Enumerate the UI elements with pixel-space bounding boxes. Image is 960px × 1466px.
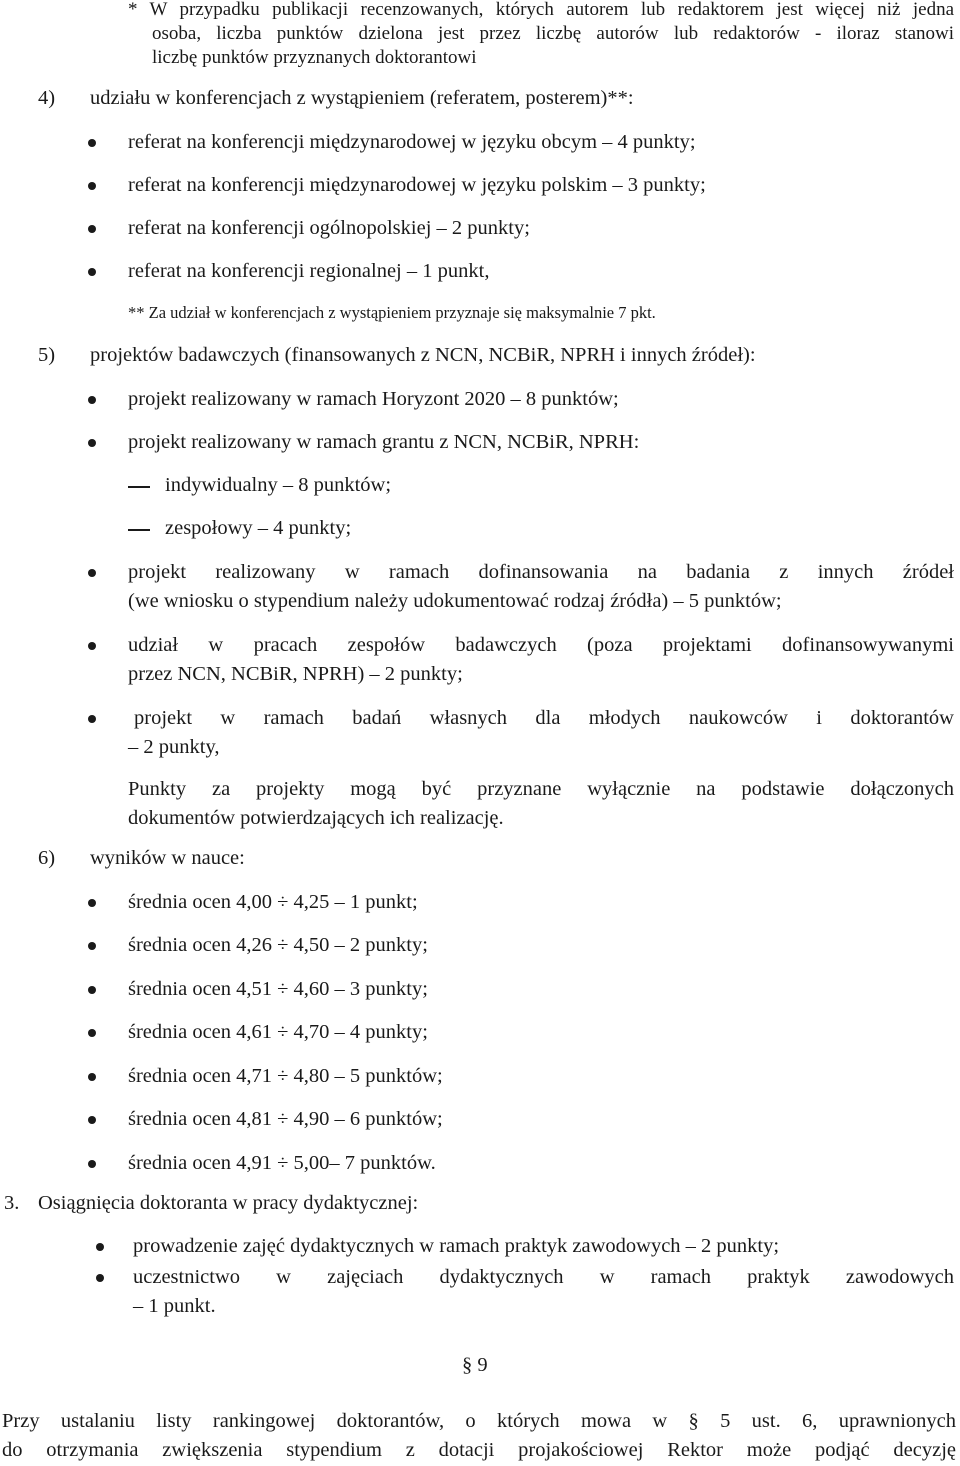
section-number: 6) <box>38 847 56 869</box>
section-number: 4) <box>38 87 56 109</box>
list-item-line: przez NCN, NCBiR, NPRH) – 2 punkty; <box>128 663 463 685</box>
footnote-publication-line: liczbę punktów przyznanych doktorantowi <box>152 47 477 68</box>
bullet-icon <box>88 1160 96 1168</box>
section-heading: projektów badawczych (finansowanych z NCN, NCBiR, NPRH i innych źródeł): <box>90 344 756 366</box>
bullet-icon <box>88 642 96 650</box>
bullet-icon <box>88 139 96 147</box>
list-item-line: – 2 punkty, <box>128 736 220 758</box>
bullet-icon <box>88 986 96 994</box>
bullet-icon <box>88 225 96 233</box>
list-item: prowadzenie zajęć dydaktycznych w ramach praktyk zawodowych – 2 punkty; <box>133 1235 780 1257</box>
section-heading: Osiągnięcia doktoranta w pracy dydaktycznej: <box>38 1192 419 1214</box>
list-item-line: projekt w ramach badań własnych dla młodych naukowców i doktorantów <box>134 707 954 729</box>
grade-item: średnia ocen 4,51 ÷ 4,60 – 3 punkty; <box>128 978 428 1000</box>
dash-icon <box>128 529 150 531</box>
list-item: projekt realizowany w ramach Horyzont 2020 – 8 punktów; <box>128 388 619 410</box>
section-heading: wyników w nauce: <box>90 847 245 869</box>
sub-list-item: indywidualny – 8 punktów; <box>165 474 392 496</box>
bullet-icon <box>88 439 96 447</box>
bullet-icon <box>88 1073 96 1081</box>
projects-note-line: Punkty za projekty mogą być przyznane wyłącznie na podstawie dołączonych <box>128 778 954 800</box>
grade-item: średnia ocen 4,81 ÷ 4,90 – 6 punktów; <box>128 1108 443 1130</box>
list-item: referat na konferencji międzynarodowej w języku obcym – 4 punkty; <box>128 131 696 153</box>
list-item-line: uczestnictwo w zajęciach dydaktycznych w ramach praktyk zawodowych <box>133 1266 954 1288</box>
list-item-line: udział w pracach zespołów badawczych (poza projektami dofinansowywanymi <box>128 634 954 656</box>
dash-icon <box>128 486 150 488</box>
footnote-publication-line: osoba, liczba punktów dzielona jest przez liczbę autorów lub redaktorów - iloraz stanowi <box>152 23 954 44</box>
grade-item: średnia ocen 4,00 ÷ 4,25 – 1 punkt; <box>128 891 418 913</box>
list-item-line: (we wniosku o stypendium należy udokumentować rodzaj źródła) – 5 punktów; <box>128 590 782 612</box>
section-heading: udziału w konferencjach z wystąpieniem (referatem, posterem)**: <box>90 87 634 109</box>
bullet-icon <box>88 1029 96 1037</box>
bullet-icon <box>88 942 96 950</box>
grade-item: średnia ocen 4,71 ÷ 4,80 – 5 punktów; <box>128 1065 443 1087</box>
bullet-icon <box>88 899 96 907</box>
list-item-line: projekt realizowany w ramach dofinansowania na badania z innych źródeł <box>128 561 954 583</box>
bullet-icon <box>88 396 96 404</box>
list-item: projekt realizowany w ramach grantu z NCN, NCBiR, NPRH: <box>128 431 640 453</box>
paragraph-heading: § 9 <box>462 1354 488 1376</box>
bullet-icon <box>88 268 96 276</box>
body-text-line: do otrzymania zwiększenia stypendium z dotacji projakościowej Rektor może podjąć decyzję <box>2 1439 956 1461</box>
list-item: referat na konferencji międzynarodowej w języku polskim – 3 punkty; <box>128 174 706 196</box>
section-number: 3. <box>4 1192 20 1214</box>
projects-note-line: dokumentów potwierdzających ich realizację. <box>128 807 504 829</box>
bullet-icon <box>88 182 96 190</box>
section-number: 5) <box>38 344 56 366</box>
bullet-icon <box>96 1274 104 1282</box>
bullet-icon <box>88 1116 96 1124</box>
grade-item: średnia ocen 4,91 ÷ 5,00– 7 punktów. <box>128 1152 436 1174</box>
body-text-line: Przy ustalaniu listy rankingowej doktorantów, o których mowa w § 5 ust. 6, uprawnionych <box>2 1410 956 1432</box>
grade-item: średnia ocen 4,61 ÷ 4,70 – 4 punkty; <box>128 1021 428 1043</box>
list-item-line: – 1 punkt. <box>133 1295 216 1317</box>
bullet-icon <box>88 715 96 723</box>
bullet-icon <box>96 1243 104 1251</box>
list-item: referat na konferencji ogólnopolskiej – 2 punkty; <box>128 217 530 239</box>
bullet-icon <box>88 569 96 577</box>
grade-item: średnia ocen 4,26 ÷ 4,50 – 2 punkty; <box>128 934 428 956</box>
sub-list-item: zespołowy – 4 punkty; <box>165 517 352 539</box>
footnote-publication-line: * W przypadku publikacji recenzowanych, których autorem lub redaktorem jest więcej niż jedna <box>128 0 954 20</box>
list-item: referat na konferencji regionalnej – 1 punkt, <box>128 260 490 282</box>
conference-note: ** Za udział w konferencjach z wystąpieniem przyznaje się maksymalnie 7 pkt. <box>128 303 656 322</box>
